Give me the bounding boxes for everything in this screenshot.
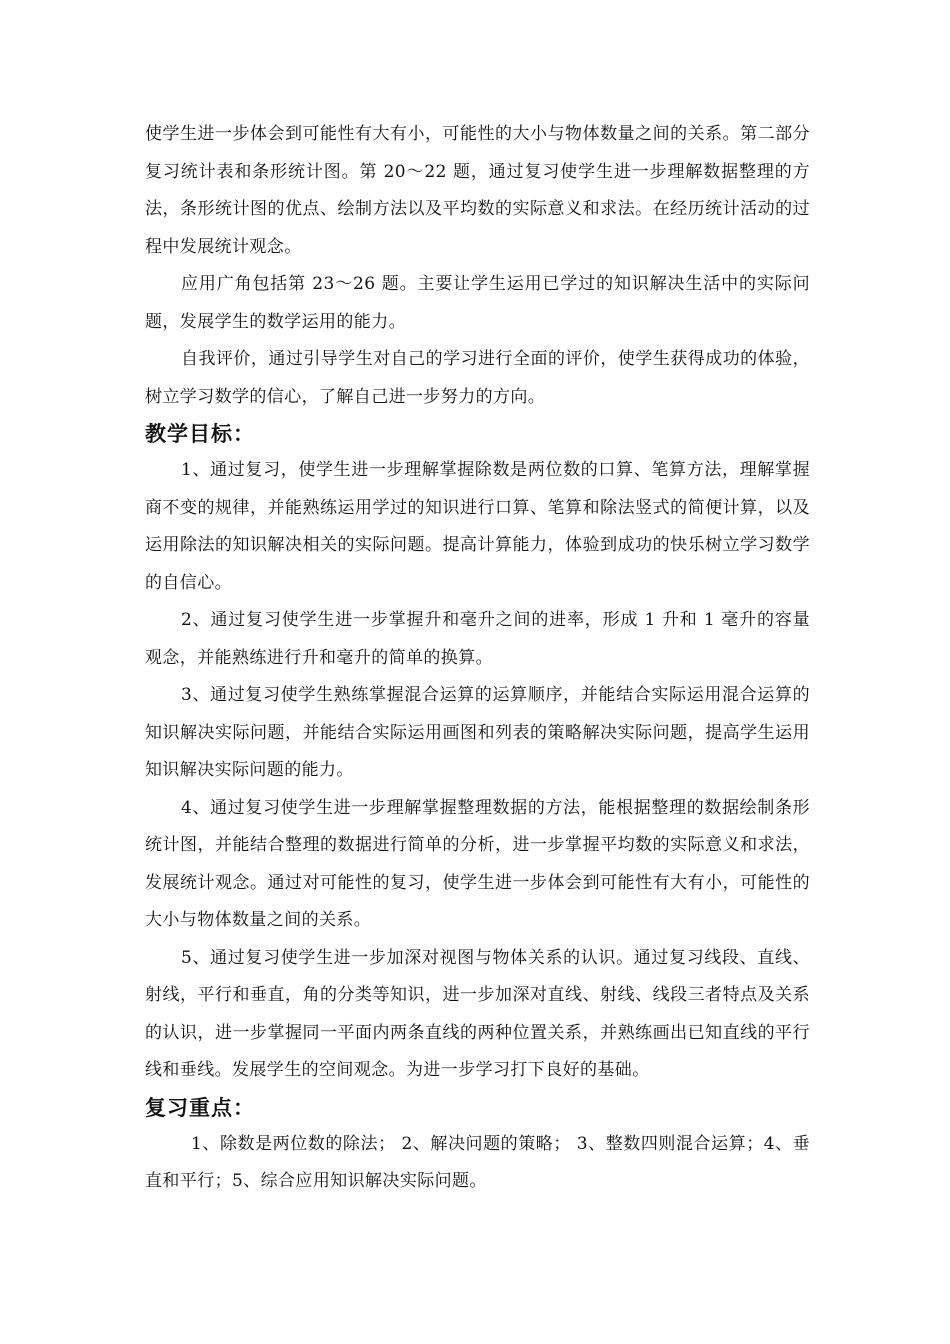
objective-item-1: 1、通过复习，使学生进一步理解掌握除数是两位数的口算、笔算方法，理解掌握商不变的规律，并能熟练运用学过的知识进行口算、笔算和除法竖式的简便计算，以及运用除法的知识解决相关的实际问题。提高计算能力，体验到成功的快乐树立学习数学的自信心。 [145,460,810,593]
objective-item-3: 3、通过复习使学生熟练掌握混合运算的运算顺序，并能结合实际运用混合运算的知识解决实际问题，并能结合实际运用画图和列表的策略解决实际问题，提高学生运用知识解决实际问题的能力。 [145,685,810,780]
key-points-heading: 复习重点： [145,1095,255,1120]
objective-item-5: 5、通过复习使学生进一步加深对视图与物体关系的认识。通过复习线段、直线、射线，平行和垂直，角的分类等知识，进一步加深对直线、射线、线段三者特点及关系的认识，进一步掌握同一平面内两条直线的两种位置关系，并熟练画出已知直线的平行线和垂线。发展学生的空间观念。为进一步学习打下良好的基础。 [145,947,810,1080]
key-points-text: 1、除数是两位数的除法； 2、解决问题的策略； 3、整数四则混合运算；4、垂直和平行；5、综合应用知识解决实际问题。 [145,1133,810,1191]
objective-item-2: 2、通过复习使学生进一步掌握升和毫升之间的进率，形成 1 升和 1 毫升的容量观念，并能熟练进行升和毫升的简单的换算。 [145,610,810,668]
document-page [145,116,810,1201]
intro-paragraph-2: 应用广角包括第 23～26 题。主要让学生运用已学过的知识解决生活中的实际问题，发展学生的数学运用的能力。 [145,274,810,332]
objectives-heading: 教学目标： [145,422,255,446]
intro-paragraph-1: 使学生进一步体会到可能性有大有小，可能性的大小与物体数量之间的关系。第二部分复习统计表和条形统计图。第 20～22 题，通过复习使学生进一步理解数据整理的方法，条形统计图的优点、绘制方法以及平均数的实际意义和求法。在经历统计活动的过程中发展统计观念。 [145,124,810,257]
objective-item-4: 4、通过复习使学生进一步理解掌握整理数据的方法，能根据整理的数据绘制条形统计图，并能结合整理的数据进行简单的分析，进一步掌握平均数的实际意义和求法，发展统计观念。通过对可能性的复习，使学生进一步体会到可能性有大有小，可能性的大小与物体数量之间的关系。 [145,797,810,930]
intro-paragraph-3: 自我评价，通过引导学生对自己的学习进行全面的评价，使学生获得成功的体验，树立学习数学的信心，了解自己进一步努力的方向。 [145,349,810,407]
